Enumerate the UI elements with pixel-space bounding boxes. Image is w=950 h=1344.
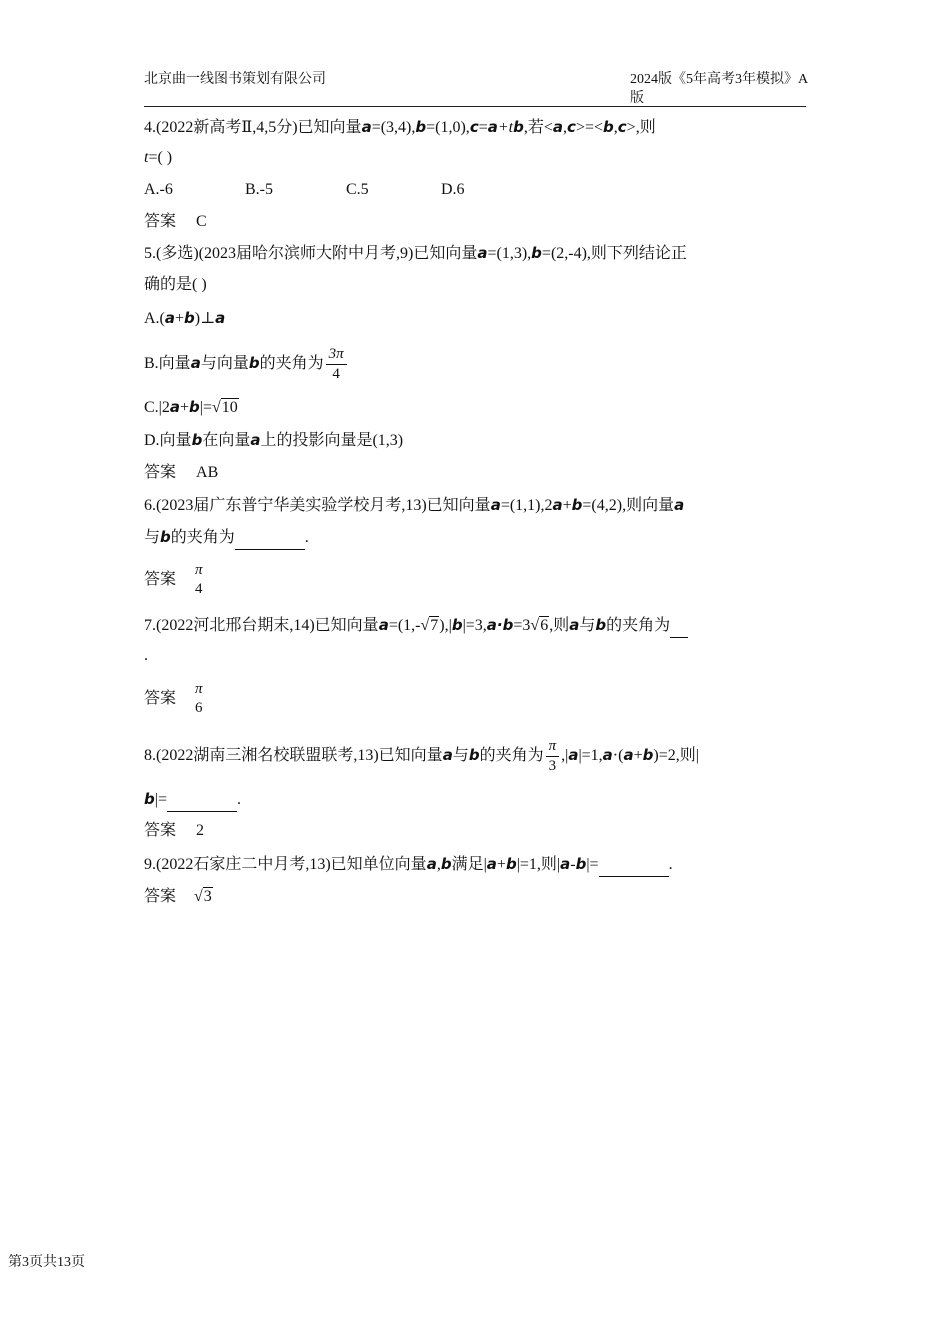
q7-number: 7. [144, 617, 156, 634]
q5-multi-tag: (多选) [156, 245, 199, 262]
q5-option-a [144, 307, 225, 330]
q7-vec-a: a [378, 616, 389, 634]
q4-vec-a: a [361, 118, 372, 136]
q7-answer-fraction [192, 680, 206, 718]
q8-line2-end: . [236, 791, 241, 808]
q8-stem-line2 [144, 788, 241, 812]
q9-answer-label: 答案 [144, 888, 177, 905]
q6-plus: + [562, 497, 572, 514]
q5-stem-line2-text: 确的是( ) [144, 276, 207, 293]
q7-radicand2: 6 [540, 617, 549, 634]
q4-cond-mid: >=< [575, 119, 604, 136]
q9-stem-line1 [144, 853, 673, 877]
q4-t-var: t [144, 149, 149, 166]
q9-number: 9. [144, 856, 156, 873]
q9-q-a: a [560, 855, 571, 873]
q6-answer [144, 560, 208, 600]
q4-vec-c: c [469, 118, 479, 136]
q5-optB-b: b [248, 354, 260, 372]
q8-cond-a3: a [623, 746, 634, 764]
q6-number: 6. [144, 497, 156, 514]
q8-cond-a: a [568, 746, 579, 764]
q5-answer-label: 答案 [144, 464, 177, 481]
q5-optD-mid: 在向量 [202, 432, 251, 449]
q8-vec-a: a [442, 746, 453, 764]
q9-q-eq: |= [586, 856, 599, 873]
q8-cond-end: )=2,则| [653, 747, 699, 764]
q7-dot: · [496, 616, 503, 634]
q5-optC-prefix: C.|2 [144, 399, 170, 416]
q5-optC-eq: |= [199, 399, 213, 416]
q4-number: 4. [144, 119, 156, 136]
q9-source: (2022石家庄二中月考,13) [156, 856, 331, 873]
q4-a-value: =(3,4), [371, 119, 416, 136]
q6-answer-label: 答案 [144, 571, 177, 588]
q5-optA-plus: + [175, 310, 185, 327]
q7-answer-numerator: π [195, 681, 203, 698]
q7-stem-line2 [144, 645, 148, 667]
q4-stem-text: 已知向量 [297, 119, 362, 136]
q8-stem-text: 已知向量 [378, 747, 443, 764]
q6-a-value: =(1,1),2 [500, 497, 553, 514]
q5-option-d [144, 429, 403, 452]
q5-optD-b: b [191, 431, 203, 449]
q5-optA-a2: a [215, 309, 226, 327]
header-divider [144, 106, 806, 107]
q8-cond-pre: ,| [561, 747, 569, 764]
q4-cond-b: b [603, 118, 614, 136]
q6-line2-prefix: 与 [144, 529, 161, 546]
q7-a-value-post: ),| [439, 617, 452, 634]
q7-stem-text: 已知向量 [314, 617, 379, 634]
q5-stem-text: 已知向量 [413, 245, 478, 262]
q5-optA-perp: )⊥ [194, 310, 216, 327]
page-footer [8, 1251, 85, 1271]
q5-optA-prefix: A.( [144, 310, 165, 327]
q8-angle-denominator: 3 [546, 756, 560, 776]
q4-option-d: D.6 [441, 181, 465, 198]
page-number-text: 第3页共13页 [8, 1255, 85, 1270]
q8-source: (2022湖南三湘名校联盟联考,13) [156, 747, 379, 764]
q7-tail-prefix: ,则 [549, 617, 570, 634]
q5-source: (2023届哈尔滨师大附中月考,9) [198, 245, 414, 262]
q5-optB-numerator: 3π [328, 345, 344, 362]
q6-stem-line2 [144, 526, 309, 550]
q4-option-c: C.5 [346, 181, 369, 198]
q7-dot-a: a [486, 616, 497, 634]
q7-stem-line1 [144, 614, 688, 638]
q7-tail-end: 的夹角为 [606, 617, 671, 634]
q8-line2-b: b [144, 790, 155, 808]
q6-stem-line1 [144, 494, 684, 517]
q5-answer-value: AB [196, 464, 219, 481]
q5-optD-tail: 上的投影向量是(1,3) [260, 432, 404, 449]
q7-answer-denominator: 6 [195, 700, 203, 717]
q4-cond-sep2: , [613, 119, 618, 136]
q9-answer-radicand: 3 [203, 888, 212, 905]
q7-answer-label: 答案 [144, 690, 177, 707]
q7-radicand: 7 [430, 617, 439, 634]
q9-cond-b: b [505, 855, 517, 873]
q8-cond-mid: |=1, [578, 747, 603, 764]
q7-dot-b: b [502, 616, 514, 634]
q5-optB-prefix: B.向量 [144, 355, 191, 372]
q7-dot-eq: =3 [513, 617, 531, 634]
header-left-text: 北京曲一线图书策划有限公司 [144, 72, 326, 87]
q7-b-value: |=3, [462, 617, 487, 634]
q7-radical2: √ [530, 617, 540, 634]
q6-answer-blank [235, 527, 305, 550]
q6-answer-numerator: π [195, 562, 203, 579]
q9-cond-a: a [486, 855, 497, 873]
q7-tail-a: a [569, 616, 580, 634]
q9-cond: 满足| [451, 856, 487, 873]
q4-source: (2022新高考Ⅱ,4,5分) [156, 119, 298, 136]
q5-a-value: =(1,3), [487, 245, 532, 262]
q4-stem-line1 [144, 116, 656, 139]
q4-c-eq: = [478, 119, 488, 136]
q4-cond-prefix: ,若< [523, 119, 553, 136]
q8-stem-line1 [144, 735, 699, 776]
q4-answer-label: 答案 [144, 213, 177, 230]
q5-optB-a: a [190, 354, 201, 372]
q6-line2-end: . [304, 529, 309, 546]
q6-line2-tail: 的夹角为 [170, 529, 235, 546]
q4-cond-a: a [552, 118, 564, 136]
q8-mid: 与 [452, 747, 469, 764]
q6-vec-b: b [571, 496, 583, 514]
q5-optB-denominator: 4 [326, 364, 347, 384]
q7-sqrt6 [530, 615, 549, 637]
q5-b-value: =(2,-4),则下列结论正 [541, 245, 687, 262]
q9-q-b: b [575, 855, 587, 873]
q8-answer-blank [167, 789, 237, 812]
q7-line2-text: . [144, 647, 148, 664]
q4-stem-line2 [144, 147, 172, 169]
q8-answer-value: 2 [196, 822, 205, 839]
q8-answer-label: 答案 [144, 822, 177, 839]
q5-optC-a: a [169, 398, 180, 416]
q5-optA-b: b [184, 309, 195, 327]
header-publisher [144, 70, 384, 89]
q5-optC-plus: + [180, 399, 190, 416]
q7-vec-b: b [451, 616, 463, 634]
q9-cond-plus: + [496, 856, 506, 873]
q8-angle-text: 的夹角为 [479, 747, 544, 764]
header-right-text: 2024版《5年高考3年模拟》A版 [630, 72, 809, 106]
q5-option-b [144, 343, 349, 384]
q4-cond-end: >,则 [626, 119, 656, 136]
q5-answer [144, 462, 218, 484]
q9-answer-sqrt [194, 886, 213, 908]
q7-tail-b: b [595, 616, 607, 634]
q6-vec-a3: a [674, 496, 685, 514]
q5-option-c [144, 396, 239, 419]
q7-a-value-pre: =(1,- [388, 617, 421, 634]
q6-answer-fraction [192, 561, 206, 599]
q8-line2-eq: |= [154, 791, 167, 808]
q9-vec-a: a [426, 855, 437, 873]
q4-option-b: B.-5 [245, 181, 273, 198]
q5-vec-a: a [477, 244, 488, 262]
q4-vec-b: b [415, 118, 427, 136]
q6-answer-denominator: 4 [195, 581, 203, 598]
q6-source: (2023届广东普宁华美实验学校月考,13) [156, 497, 427, 514]
q9-cond-end: |=1,则| [516, 856, 561, 873]
q4-answer [144, 211, 207, 233]
q5-optC-radical: √ [212, 399, 221, 416]
q4-cond-c: c [567, 118, 576, 136]
q5-stem-line2 [144, 274, 207, 296]
q7-source: (2022河北邢台期末,14) [156, 617, 315, 634]
q8-cond-plus: + [633, 747, 643, 764]
q5-optC-radicand: 10 [221, 399, 238, 416]
q4-cond-sep1: , [563, 119, 568, 136]
q4-c-b: b [513, 118, 524, 136]
q4-cond-c2: c [617, 118, 627, 136]
q5-optB-fraction [326, 345, 347, 384]
q8-cond-a2: a [602, 746, 613, 764]
q5-optB-mid: 与向量 [200, 355, 249, 372]
q9-answer-blank [599, 854, 669, 877]
q9-q-end: . [668, 856, 673, 873]
q7-sqrt7 [421, 615, 440, 637]
q5-optC-b: b [189, 398, 200, 416]
q9-stem-text: 已知单位向量 [330, 856, 427, 873]
header-edition [630, 70, 810, 108]
q5-optD-a: a [250, 431, 261, 449]
q4-option-a: A.-6 [144, 181, 173, 198]
q4-b-value: =(1,0), [426, 119, 470, 136]
q8-cond-dot: ·( [612, 747, 624, 764]
q6-vec-a2: a [552, 496, 563, 514]
q8-cond-b: b [642, 746, 654, 764]
q7-tail-mid: 与 [579, 617, 596, 634]
q6-vec-a: a [490, 496, 501, 514]
q5-stem-line1 [144, 242, 687, 265]
q4-t-tail: =( ) [148, 149, 173, 166]
q4-c-a: a [487, 118, 498, 136]
q7-answer-blank [670, 615, 688, 638]
q8-number: 8. [144, 747, 156, 764]
q9-vec-b: b [440, 855, 452, 873]
q6-stem-text: 已知向量 [426, 497, 491, 514]
q5-optA-a: a [164, 309, 176, 327]
q8-answer [144, 820, 204, 842]
q4-c-plus-t: +t [497, 119, 514, 136]
q5-number: 5. [144, 245, 156, 262]
q9-answer [144, 886, 213, 908]
q5-vec-b: b [531, 244, 542, 262]
q8-angle-numerator: π [548, 737, 557, 754]
q9-q-minus: - [570, 856, 576, 873]
q8-angle-fraction [546, 737, 560, 776]
q5-optC-sqrt [212, 397, 239, 419]
q9-sep: , [436, 856, 441, 873]
q6-line2-b: b [160, 528, 171, 546]
q8-vec-b: b [468, 746, 480, 764]
q9-answer-radical: √ [194, 888, 203, 905]
q5-optD-prefix: D.向量 [144, 432, 192, 449]
q5-optB-tail: 的夹角为 [259, 355, 324, 372]
q7-answer [144, 679, 208, 719]
q6-value2: =(4,2),则向量 [582, 497, 675, 514]
q7-radical: √ [420, 617, 430, 634]
q4-answer-value: C [196, 213, 207, 230]
